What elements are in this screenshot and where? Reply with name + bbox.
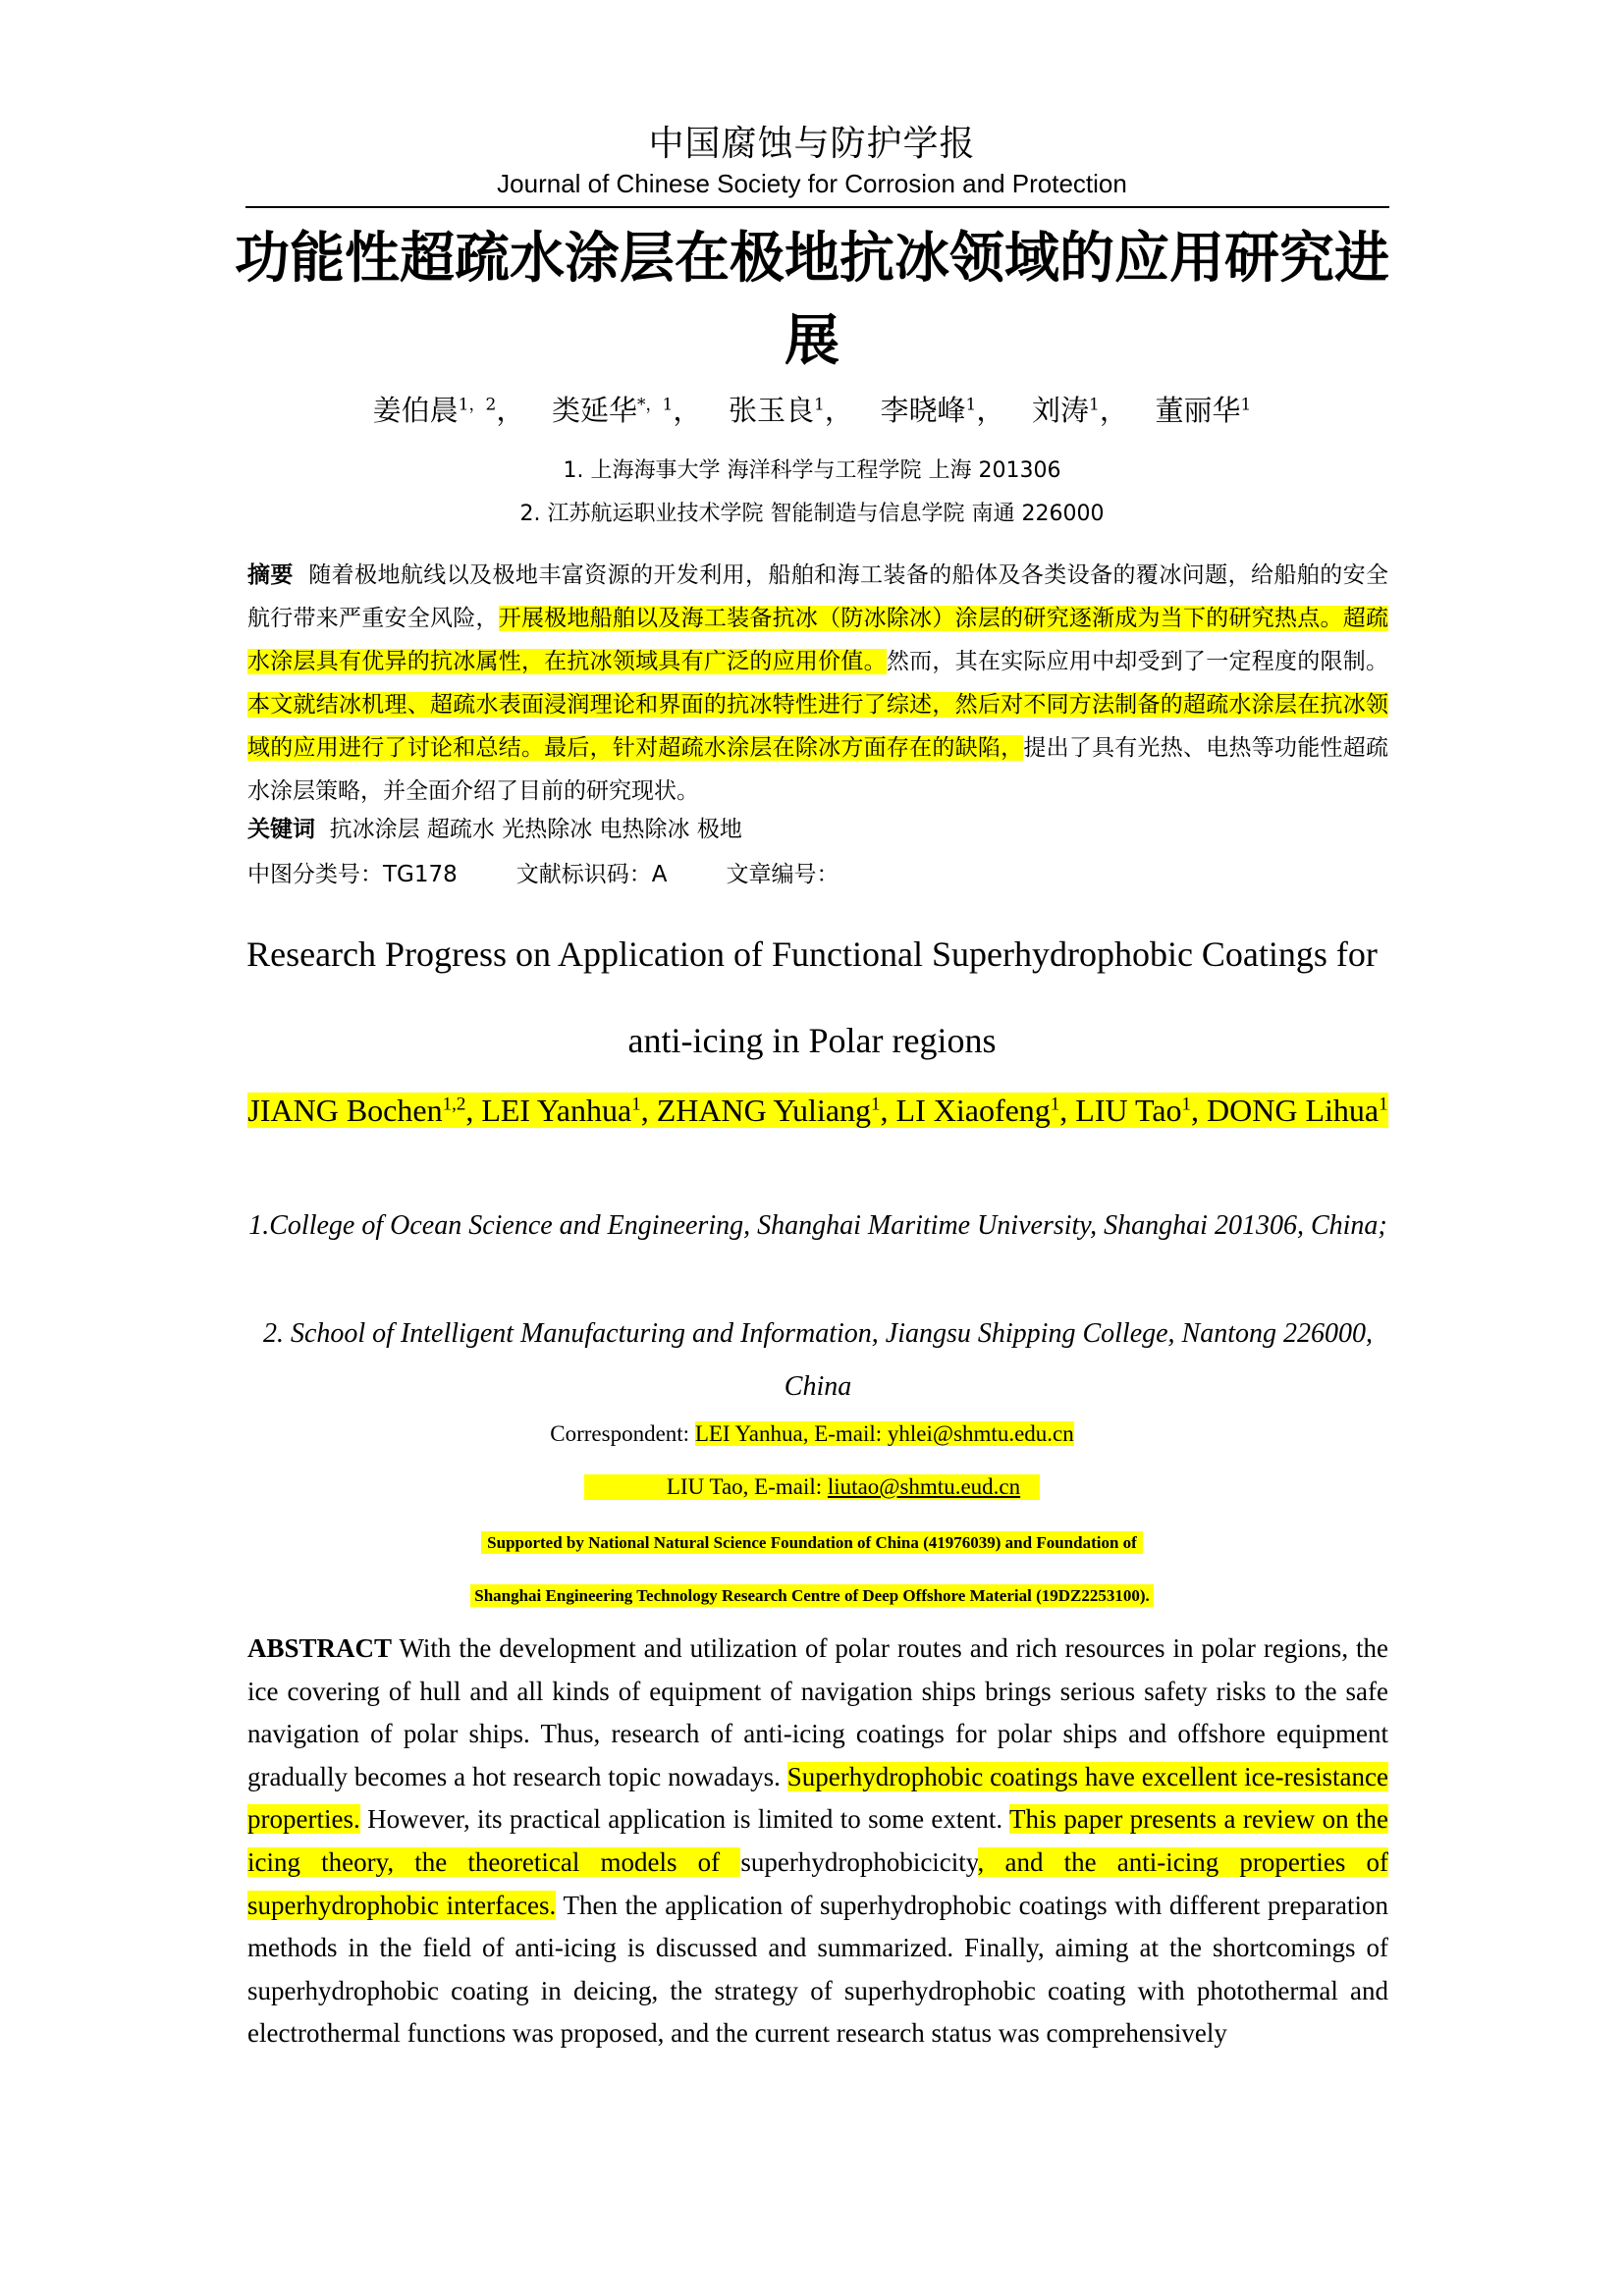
author-affil-mark: 1 [1379, 1094, 1388, 1114]
author-cn: 张玉良 [728, 394, 814, 427]
correspondent-2-highlight [584, 1474, 1040, 1500]
abstract-cn [247, 554, 1388, 813]
correspondent-line-1 [0, 1421, 1624, 1447]
abstract-cn-highlight: 本文就结冰机理、超疏水表面浸润理论和界面的抗冰特性进行了综述，然后对不同方法制备的超疏水涂层在抗冰领域的应用进行了讨论和总结。最后，针对超疏水涂层在除冰方面存在的缺陷， [247, 692, 1388, 761]
abstract-cn-label: 摘要 [247, 562, 294, 588]
abstract-en-text: However, its practical application is limited to some extent. [359, 1804, 1009, 1835]
abstract-en-highlight: Superhydrophobic coatings have excellent ice-resistance properties. [247, 1761, 1388, 1835]
journal-name-cn: 中国腐蚀与防护学报 [648, 124, 976, 164]
correspondent-2: LIU Tao, E-mail: [666, 1474, 828, 1499]
abstract-en-text: Then the application of superhydrophobic coatings with different preparation methods in the field of anti-icing is discussed and summarized. Finally, aiming at the shortcomings of superhydrophobic coating in deicing, the strategy of superhydrophobic coating with photothermal and electrothermal functions was proposed, and the current research status was comprehensively [247, 1890, 1388, 2049]
author-cn: 李晓峰 [880, 394, 966, 427]
doc-code: 文献标识码：A [515, 862, 668, 887]
keywords-cn-text: 抗冰涂层 超疏水 光热除冰 电热除冰 极地 [329, 817, 742, 842]
paper-title-cn: 功能性超疏水涂层在极地抗冰领域的应用研究进展 [235, 227, 1389, 373]
keywords-cn [247, 811, 1388, 843]
author-affil-mark: 1 [1089, 395, 1100, 415]
author-sep: , [465, 1092, 482, 1128]
funding-2: Shanghai Engineering Technology Research Centre of Deep Offshore Material (19DZ2253100). [470, 1584, 1154, 1607]
abstract-en-label: ABSTRACT [247, 1633, 393, 1663]
author-cn: 姜伯晨 [372, 394, 459, 427]
author-sep: , [880, 1092, 896, 1128]
authors-en [247, 1072, 1388, 1143]
author-cn: 类延华 [551, 394, 637, 427]
author-en: LI Xiaofeng [895, 1092, 1051, 1128]
author-affil-mark: 1，2 [458, 395, 497, 415]
author-affil-mark: 1 [631, 1094, 641, 1114]
abstract-en-highlight: , and the anti-icing properties of superhydrophobic interfaces. [247, 1846, 1388, 1920]
clc-number: 中图分类号：TG178 [247, 862, 458, 887]
affiliation-en-1: 1.College of Ocean Science and Engineering, Shanghai Maritime University, Shanghai 201306, China; [248, 1210, 1387, 1241]
authors-cn: 姜伯晨$^{1,2}$， 类延华$^{*,1}$， 张玉良$^1$， 李晓峰$^1$， 刘涛$^1$， 董丽华$^1$ [372, 394, 1252, 427]
author-cn: 刘涛 [1031, 394, 1089, 427]
abstract-cn-text: 提出了具有光热、电热等功能性超疏水涂层策略，并全面介绍了目前的研究现状。 [247, 735, 1389, 804]
abstract-cn-text: 然而，其在实际应用中却受到了一定程度的限制。 [886, 649, 1389, 674]
abstract-cn-text: 随着极地航线以及极地丰富资源的开发利用，船舶和海工装备的船体及各类设备的覆冰问题，给船舶的安全航行带来严重安全风险， [247, 562, 1389, 631]
authors-en-highlight [247, 1093, 1387, 1128]
author-affil-mark: 1 [1050, 1094, 1060, 1114]
header-rule [245, 206, 1389, 208]
funding-1: Supported by National Natural Science Foundation of China (41976039) and Foundation of [481, 1531, 1143, 1554]
author-affil-mark: 1 [1240, 395, 1252, 415]
correspondent-1: LEI Yanhua, E-mail: yhlei@shmtu.edu.cn [694, 1421, 1074, 1446]
author-en: JIANG Bochen [247, 1092, 443, 1128]
author-affil-mark: 1 [871, 1094, 881, 1114]
classification-cn [247, 856, 1388, 888]
correspondent-label: Correspondent: [550, 1421, 695, 1446]
affiliation-cn-1: 1. 上海海事大学 海洋科学与工程学院 上海 201306 [563, 458, 1061, 483]
correspondent-2-email-link[interactable]: liutao@shmtu.eud.cn [827, 1474, 1021, 1499]
paper-title-en: Research Progress on Application of Functional Superhydrophobic Coatings for anti-icing in Polar regions [246, 934, 1378, 1060]
affiliation-cn-2: 2. 江苏航运职业技术学院 智能制造与信息学院 南通 226000 [519, 502, 1105, 526]
keywords-cn-label: 关键词 [247, 817, 315, 842]
author-sep: , [640, 1092, 657, 1128]
author-affil-mark: 1 [965, 395, 977, 415]
author-sep: , [1191, 1092, 1208, 1128]
abstract-en [247, 1628, 1388, 2056]
abstract-en-highlight: This paper presents a review on the icing theory, the theoretical models of [247, 1804, 1388, 1877]
funding-line-1 [0, 1533, 1624, 1553]
article-number: 文章编号： [726, 862, 839, 887]
author-en: LIU Tao [1075, 1092, 1182, 1128]
author-sep: , [1059, 1092, 1076, 1128]
abstract-en-text: With the development and utilization of polar routes and rich resources in polar regions, the ice covering of hull and all kinds of equipment of navigation ships brings serious safety risks to the safe navigation of polar ships. Thus, research of anti-icing coatings for polar ships and offshore equipment gradually becomes a hot research topic nowadays. [247, 1633, 1388, 1791]
author-en: ZHANG Yuliang [656, 1092, 872, 1128]
abstract-en-text: superhydrophobicicity [740, 1846, 978, 1877]
author-affil-mark: 1 [814, 395, 825, 415]
correspondent-line-2 [0, 1474, 1624, 1500]
author-en: DONG Lihua [1207, 1092, 1380, 1128]
journal-name-en: Journal of Chinese Society for Corrosion and Protection [497, 169, 1127, 198]
author-affil-mark: 1,2 [442, 1094, 466, 1114]
author-affil-mark: 1 [1181, 1094, 1192, 1114]
author-affil-mark: *，1 [637, 395, 674, 415]
funding-line-2 [0, 1586, 1624, 1606]
affiliation-en-2: 2. School of Intelligent Manufacturing and Information, Jiangsu Shipping College, Nantong 226000, China [262, 1318, 1374, 1402]
author-en: LEI Yanhua [481, 1092, 632, 1128]
author-cn: 董丽华 [1155, 394, 1241, 427]
abstract-cn-highlight: 开展极地船舶以及海工装备抗冰（防冰除冰）涂层的研究逐渐成为当下的研究热点。超疏水涂层具有优异的抗冰属性，在抗冰领域具有广泛的应用价值。 [247, 606, 1389, 674]
